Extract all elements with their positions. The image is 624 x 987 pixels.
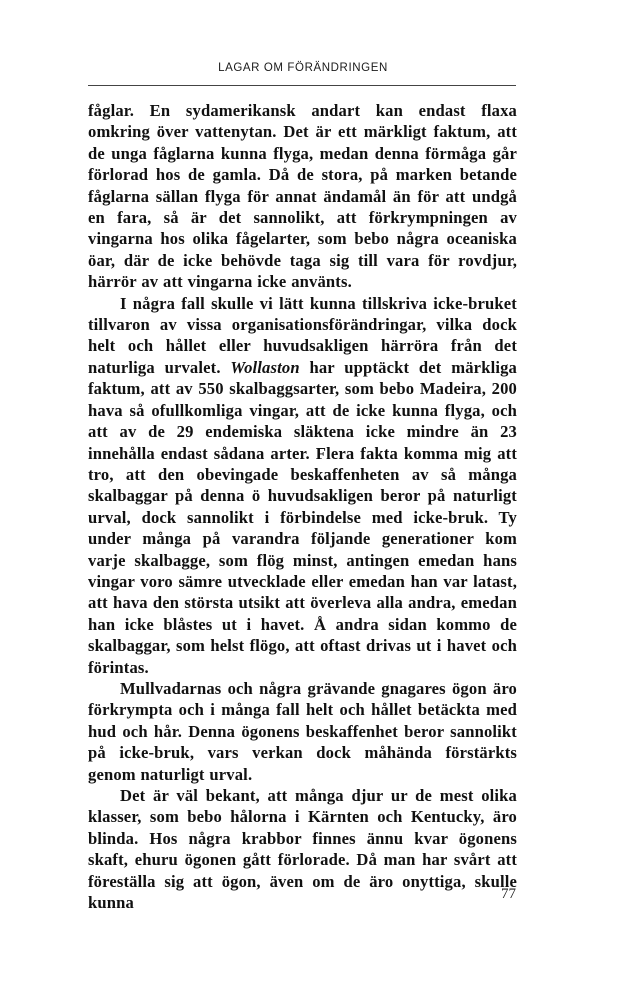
paragraph-3: Mullvadarnas och några grävande gnagares ögon äro förkrympta och i många fall helt och hållet betäckta med hud och hår. Denna ögonens beskaffenhet beror sannolikt på icke-bruk, vars verkan dock måhända förstärkts genom naturligt urval. <box>88 678 517 784</box>
author-name-wollaston: Wollaston <box>230 357 300 377</box>
paragraph-2 <box>88 293 517 678</box>
paragraph-2-text-b: har upptäckt det märkliga faktum, att av 550 skalbaggsarter, som bebo Madeira, 200 hava så ofullkomliga vingar, att de icke kunna flyga, och att av de 29 endemiska släktena icke mindre än 23 innehålla endast sådana arter. Flera fakta komma mig att tro, att den obevingade beskaffenheten av så många skalbaggar på denna ö huvudsakligen beror på naturligt urval, dock sannolikt i förbindelse med icke-bruk. Ty under många på varandra följande generationer kom varje skalbagge, som flög minst, antingen emedan hans vingar voro sämre utvecklade eller emedan han var latast, att hava den största utsikt att överleva alla andra, emedan han icke blåstes ut i havet. Å andra sidan kommo de skalbaggar, som helst flögo, att oftast drivas ut i havet och förintas. <box>88 357 517 677</box>
paragraph-1: fåglar. En sydamerikansk andart kan endast flaxa omkring över vattenytan. Det är ett märkligt faktum, att de unga fåglarna kunna flyga, medan denna förmåga går förlorad hos de gamla. Då de stora, på marken betande fåglarna sällan flyga för annat ändamål än för att undgå en fara, så är det sannolikt, att förkrympningen av vingarna hos olika fågelarter, som bebo några oceaniska öar, där de icke behövde taga sig till vara för rovdjur, härrör av att vingarna icke använts. <box>88 101 517 292</box>
page-number: 77 <box>501 886 516 902</box>
paragraph-2-text-a: I några fall skulle vi lätt kunna tillskriva icke-bruket tillvaron av vissa organisationsförändringar, vilka dock helt och hållet eller huvudsakligen härröra från det naturliga urvalet. <box>88 293 517 377</box>
body-text <box>88 100 517 913</box>
header-rule <box>88 85 516 86</box>
paragraph-4: Det är väl bekant, att många djur ur de mest olika klasser, som bebo hålorna i Kärnten och Kentucky, äro blinda. Hos några krabbor finnes ännu kvar ögonens skaft, ehuru ögonen gått förlorade. Då man har svårt att föreställa sig att ögon, även om de äro onyttiga, skulle kunna <box>88 786 517 913</box>
running-head: LAGAR OM FÖRÄNDRINGEN <box>218 62 388 74</box>
